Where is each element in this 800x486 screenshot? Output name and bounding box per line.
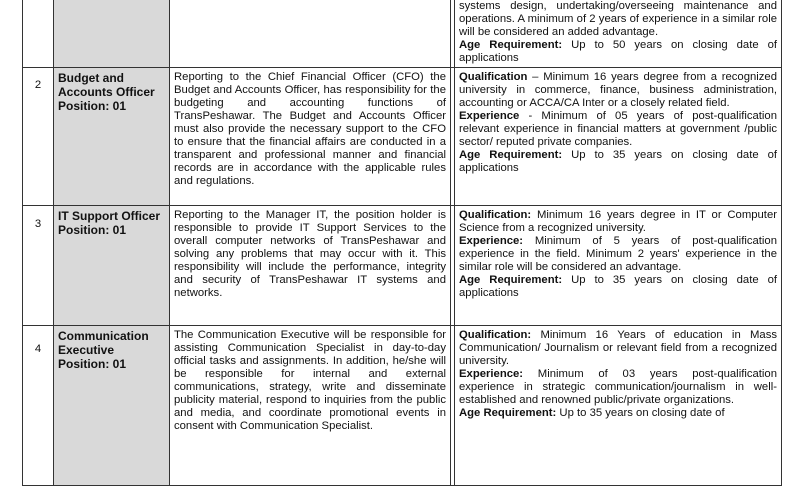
requirement-item (459, 209, 777, 235)
requirement-item (459, 71, 777, 110)
requirement-label: Qualification: (459, 209, 532, 221)
requirement-label: Age Requirement: (459, 149, 563, 161)
requirement-item (459, 235, 777, 274)
row-number: 3 (23, 206, 54, 326)
position-count: Position: 01 (58, 223, 127, 237)
position-title: IT Support Officer (58, 209, 160, 223)
row-number: 2 (23, 68, 54, 206)
requirement-text: Minimum 16 years degree in IT or Computer Science from a recognized university. (459, 209, 777, 234)
requirement-text: Minimum 16 Years of education in Mass Communication/ Journalism or relevant field from a recognized university. (459, 329, 777, 367)
responsibility-cell (170, 0, 451, 68)
requirement-label: Experience: (459, 368, 524, 380)
responsibility-cell: Reporting to the Manager IT, the position holder is responsible to provide IT Support Services to the overall computer networks of TransPeshawar and solving any problems that may occur with it. This responsibility will include the performance, integrity and security of TransPeshawar IT systems and networks. (170, 206, 451, 326)
row-number: 4 (23, 326, 54, 486)
requirement-text: Up to 35 years on closing date of (556, 407, 725, 419)
position-title: Budget and Accounts Officer (58, 71, 155, 99)
position-cell (54, 68, 170, 206)
table-row (23, 0, 782, 68)
requirement-item (459, 407, 777, 420)
requirement-item (459, 368, 777, 407)
requirement-label: Experience: (459, 235, 524, 247)
table-row (23, 206, 782, 326)
requirement-item (459, 274, 777, 300)
requirement-item (459, 0, 777, 39)
requirement-text: systems design, undertaking/overseeing maintenance and operations. A minimum of 2 years of experience in a similar role will be considered an added advantage. (459, 0, 777, 38)
requirement-text: Minimum of 03 years post-qualification experience in strategic communication/journalism in well-established and renowned public/private organizations. (459, 368, 777, 406)
requirement-label: Experience (459, 110, 520, 122)
position-count: Position: 01 (58, 99, 127, 113)
position-count: Position: 01 (58, 357, 127, 371)
requirement-text: - Minimum of 05 years of post-qualification relevant experience in financial matters at government /public sector/ reputed private companies. (459, 110, 777, 148)
requirement-item (459, 329, 777, 368)
requirement-label: Age Requirement: (459, 274, 563, 286)
requirement-text: Up to 35 years on closing date of applications (459, 274, 777, 299)
requirement-label: Age Requirement: (459, 407, 557, 419)
table-row (23, 68, 782, 206)
position-title: Communication Executive (58, 329, 149, 357)
requirements-cell (455, 326, 782, 486)
position-cell (54, 326, 170, 486)
requirement-text: Up to 50 years on closing date of applications (459, 39, 777, 64)
requirement-label: Qualification: (459, 329, 532, 341)
requirement-text: Minimum of 5 years of post-qualification experience in the field. Minimum 2 years' experience in the similar role will be considered an advantage. (459, 235, 777, 273)
requirements-cell (455, 206, 782, 326)
position-cell (54, 0, 170, 68)
requirement-text: Up to 35 years on closing date of applications (459, 149, 777, 174)
responsibility-cell: The Communication Executive will be responsible for assisting Communication Specialist in day-to-day official tasks and assignments. In addition, he/she will be responsible for internal and external communications, strategy, write and disseminate publicity material, respond to inquiries from the public and media, and coordinate promotional events in consent with Communication Specialist. (170, 326, 451, 486)
requirement-label: Qualification (459, 71, 528, 83)
job-table-document (22, 0, 782, 486)
requirement-item (459, 39, 777, 65)
requirement-item (459, 149, 777, 175)
requirement-label: Age Requirement: (459, 39, 563, 51)
table-row (23, 326, 782, 486)
requirements-cell (455, 0, 782, 68)
requirement-text: – Minimum 16 years degree from a recognized university in commerce, finance, business administration, accounting or ACCA/CA Inter or a closely related field. (459, 71, 777, 109)
responsibility-cell: Reporting to the Chief Financial Officer (CFO) the Budget and Accounts Officer, has responsibility for the budgeting and accounting functions of TransPeshawar. The Budget and Accounts Officer must also provide the necessary support to the CFO to ensure that the financial affairs are conducted in a transparent and professional manner and financial records are in accordance with the applicable rules and regulations. (170, 68, 451, 206)
job-table (22, 0, 782, 486)
requirements-cell (455, 68, 782, 206)
requirement-item (459, 110, 777, 149)
position-cell (54, 206, 170, 326)
row-number (23, 0, 54, 68)
